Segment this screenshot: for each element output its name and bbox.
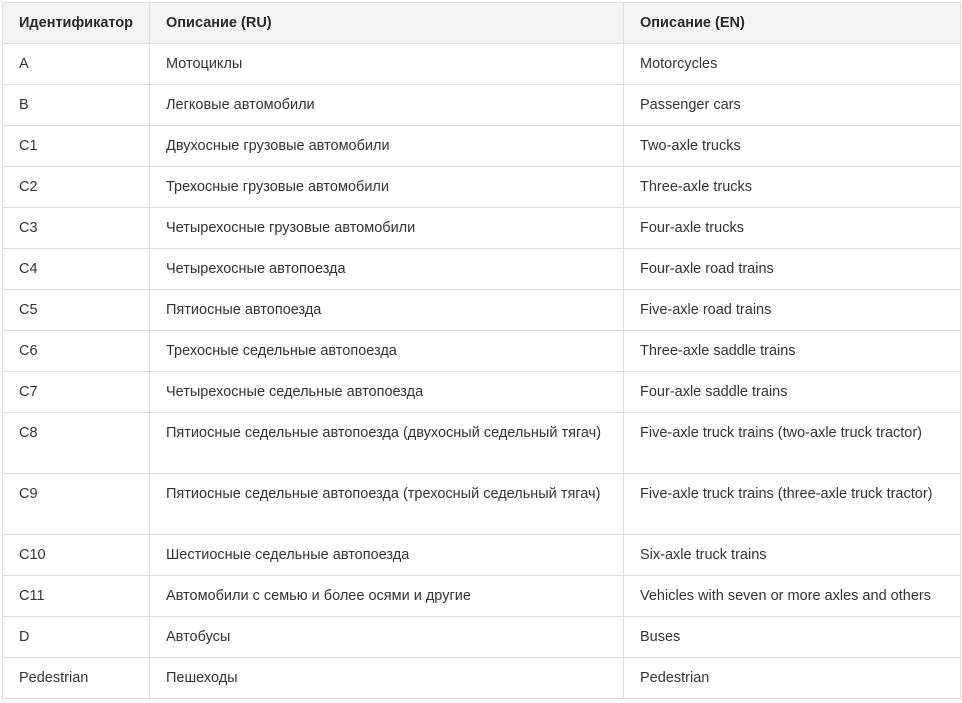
cell-description-en: Vehicles with seven or more axles and others bbox=[624, 576, 961, 617]
cell-description-en: Four-axle trucks bbox=[624, 208, 961, 249]
cell-description-ru: Пятиосные автопоезда bbox=[150, 290, 624, 331]
cell-description-en: Five-axle truck trains (three-axle truck tractor) bbox=[624, 474, 961, 535]
table-row bbox=[3, 44, 961, 85]
cell-identifier: C9 bbox=[3, 474, 150, 535]
table-row bbox=[3, 413, 961, 474]
table-header-row bbox=[3, 3, 961, 44]
table-row bbox=[3, 126, 961, 167]
cell-description-ru: Пешеходы bbox=[150, 658, 624, 699]
cell-description-en: Passenger cars bbox=[624, 85, 961, 126]
table-row bbox=[3, 167, 961, 208]
cell-description-en: Pedestrian bbox=[624, 658, 961, 699]
cell-description-en: Six-axle truck trains bbox=[624, 535, 961, 576]
cell-identifier: C3 bbox=[3, 208, 150, 249]
table-row bbox=[3, 85, 961, 126]
cell-description-en: Four-axle road trains bbox=[624, 249, 961, 290]
cell-description-ru: Легковые автомобили bbox=[150, 85, 624, 126]
cell-identifier: A bbox=[3, 44, 150, 85]
cell-identifier: C1 bbox=[3, 126, 150, 167]
cell-identifier: C10 bbox=[3, 535, 150, 576]
column-header-identifier: Идентификатор bbox=[3, 3, 150, 44]
cell-description-ru: Четырехосные седельные автопоезда bbox=[150, 372, 624, 413]
cell-description-ru: Пятиосные седельные автопоезда (трехосный седельный тягач) bbox=[150, 474, 624, 535]
table-row bbox=[3, 617, 961, 658]
cell-identifier: C6 bbox=[3, 331, 150, 372]
vehicle-class-table bbox=[2, 2, 961, 699]
table-row bbox=[3, 249, 961, 290]
cell-identifier: C7 bbox=[3, 372, 150, 413]
cell-description-en: Three-axle saddle trains bbox=[624, 331, 961, 372]
cell-description-en: Five-axle truck trains (two-axle truck tractor) bbox=[624, 413, 961, 474]
table-row bbox=[3, 535, 961, 576]
table-row bbox=[3, 372, 961, 413]
cell-description-en: Buses bbox=[624, 617, 961, 658]
cell-identifier: C5 bbox=[3, 290, 150, 331]
cell-description-ru: Четырехосные грузовые автомобили bbox=[150, 208, 624, 249]
cell-identifier: C2 bbox=[3, 167, 150, 208]
table-row bbox=[3, 331, 961, 372]
cell-description-en: Four-axle saddle trains bbox=[624, 372, 961, 413]
cell-description-en: Two-axle trucks bbox=[624, 126, 961, 167]
table-row bbox=[3, 658, 961, 699]
cell-description-en: Five-axle road trains bbox=[624, 290, 961, 331]
cell-description-en: Three-axle trucks bbox=[624, 167, 961, 208]
cell-description-ru: Автомобили с семью и более осями и другие bbox=[150, 576, 624, 617]
cell-description-ru: Пятиосные седельные автопоезда (двухосный седельный тягач) bbox=[150, 413, 624, 474]
cell-identifier: B bbox=[3, 85, 150, 126]
table-row bbox=[3, 576, 961, 617]
table-row bbox=[3, 208, 961, 249]
cell-identifier: C4 bbox=[3, 249, 150, 290]
cell-description-ru: Шестиосные седельные автопоезда bbox=[150, 535, 624, 576]
column-header-description-ru: Описание (RU) bbox=[150, 3, 624, 44]
cell-identifier: Pedestrian bbox=[3, 658, 150, 699]
table-row bbox=[3, 474, 961, 535]
cell-description-ru: Мотоциклы bbox=[150, 44, 624, 85]
cell-description-ru: Трехосные седельные автопоезда bbox=[150, 331, 624, 372]
table-row bbox=[3, 290, 961, 331]
cell-identifier: C8 bbox=[3, 413, 150, 474]
cell-identifier: D bbox=[3, 617, 150, 658]
cell-description-en: Motorcycles bbox=[624, 44, 961, 85]
cell-description-ru: Автобусы bbox=[150, 617, 624, 658]
cell-description-ru: Четырехосные автопоезда bbox=[150, 249, 624, 290]
cell-description-ru: Трехосные грузовые автомобили bbox=[150, 167, 624, 208]
column-header-description-en: Описание (EN) bbox=[624, 3, 961, 44]
cell-description-ru: Двухосные грузовые автомобили bbox=[150, 126, 624, 167]
vehicle-class-table-container bbox=[2, 2, 960, 699]
cell-identifier: C11 bbox=[3, 576, 150, 617]
